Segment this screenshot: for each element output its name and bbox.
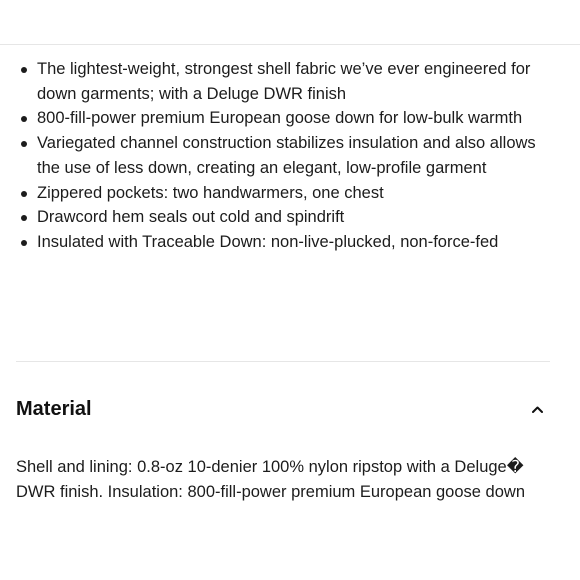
feature-text: Zippered pockets: two handwarmers, one chest — [37, 183, 384, 202]
bullet-icon — [21, 240, 27, 246]
material-accordion-header[interactable] — [16, 392, 550, 426]
feature-list-item — [18, 57, 548, 106]
feature-list-item — [18, 131, 548, 180]
material-description: Shell and lining: 0.8-oz 10-denier 100% nylon ripstop with a Deluge� DWR finish. Insulation: 800-fill-power premium European goose down — [16, 458, 525, 501]
bullet-icon — [21, 116, 27, 122]
feature-text: Drawcord hem seals out cold and spindrift — [37, 208, 345, 227]
bullet-icon — [21, 191, 27, 197]
bullet-icon — [21, 215, 27, 221]
material-title: Material — [16, 397, 92, 420]
feature-list-item — [18, 106, 548, 131]
bullet-icon — [21, 67, 27, 73]
feature-text: Variegated channel construction stabilizes insulation and also allows the use of less down, creating an elegant, low-profile garment — [37, 134, 536, 177]
feature-list-item — [18, 181, 548, 206]
chevron-up-icon[interactable] — [530, 402, 544, 416]
feature-list-item — [18, 230, 548, 255]
section-divider — [16, 361, 550, 362]
feature-list-item — [18, 205, 548, 230]
feature-text: The lightest-weight, strongest shell fabric we’ve ever engineered for down garments; with a Deluge DWR finish — [37, 60, 531, 103]
feature-text: Insulated with Traceable Down: non-live-plucked, non-force-fed — [37, 232, 499, 251]
top-divider — [0, 44, 580, 45]
feature-list — [18, 57, 548, 255]
feature-text: 800-fill-power premium European goose down for low-bulk warmth — [37, 109, 523, 128]
bullet-icon — [21, 141, 27, 147]
